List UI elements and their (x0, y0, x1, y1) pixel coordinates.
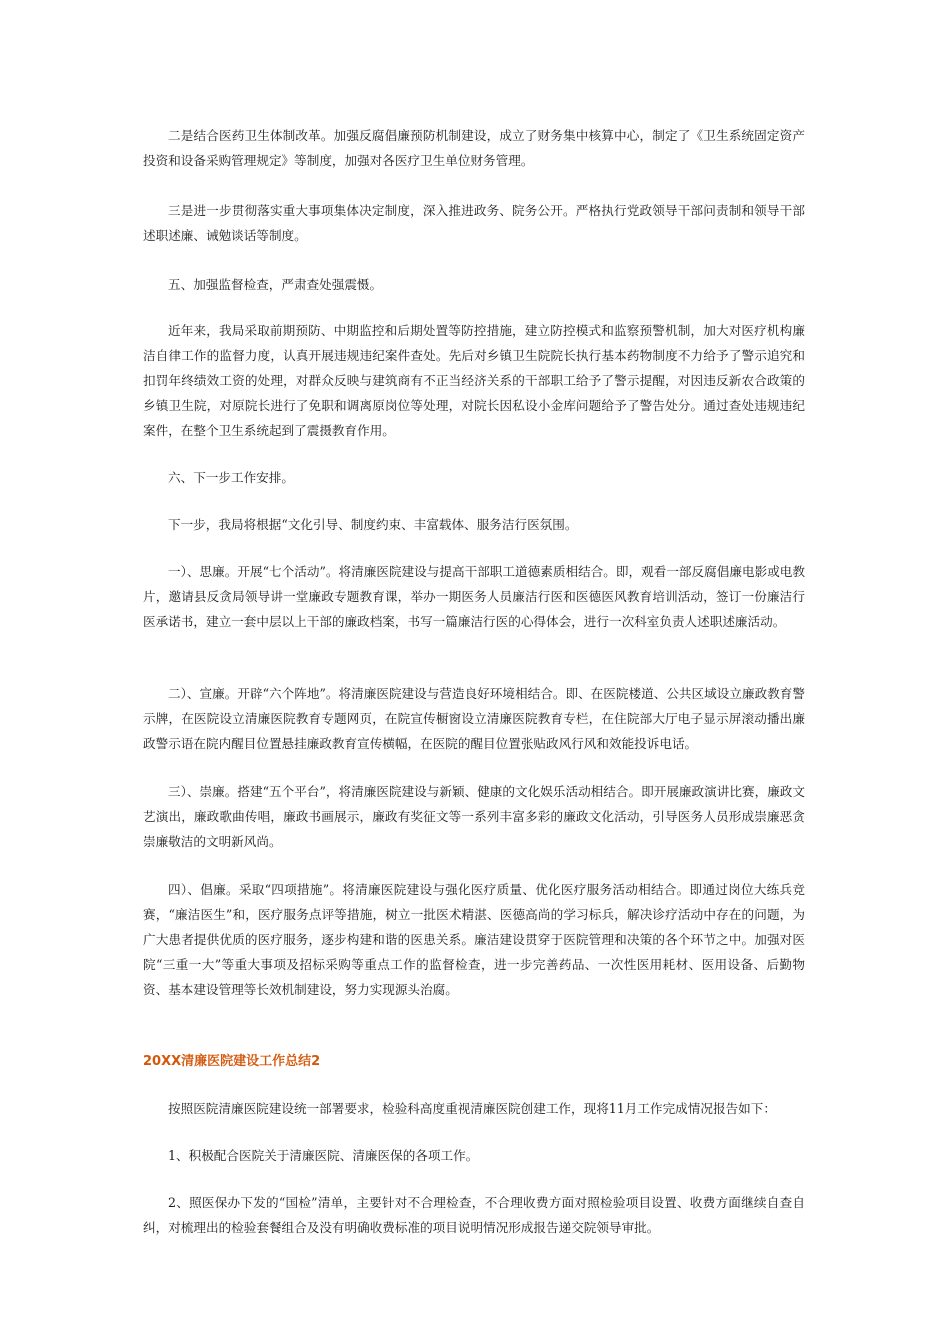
paragraph-reform: 二是结合医药卫生体制改革。加强反腐倡廉预防机制建设，成立了财务集中核算中心，制定了《卫生系统固定资产投资和设备采购管理规定》等制度，加强对各医疗卫生单位财务管理。 (143, 128, 805, 168)
paragraph-section-six: 六、下一步工作安排。 (168, 470, 294, 485)
paragraph-item-2: 2、照医保办下发的“国检”清单，主要针对不合理检查，不合理收费方面对照检验项目设置、收费方面继续自查自纠，对梳理出的检验套餐组合及没有明确收费标准的项目说明情况形成报告递交院领导审批。 (143, 1195, 805, 1235)
section-heading: 20XX清廉医院建设工作总结2 (143, 1054, 321, 1069)
paragraph-section-five: 五、加强监督检查，严肃查处强震慑。 (168, 277, 383, 292)
paragraph-next-step: 下一步，我局将根据“文化引导、制度约束、丰富载体、服务洁行医氛围。 (168, 517, 578, 532)
paragraph-recent-years: 近年来，我局采取前期预防、中期监控和后期处置等防控措施，建立防控模式和监察预警机制，加大对医疗机构廉洁自律工作的监督力度，认真开展违规违纪案件查处。先后对乡镇卫生院院长执行基本药物制度不力给予了警示追究和扣罚年终绩效工资的处理，对群众反映与建筑商有不正当经济关系的干部职工给予了警示提醒，对因违反新农合政策的乡镇卫生院，对原院长进行了免职和调离原岗位等处理，对院长因私设小金库问题给予了警告处分。通过查处违规违纪案件，在整个卫生系统起到了震摄教育作用。 (143, 323, 805, 438)
paragraph-xuan-lian: 二）、宣廉。开辟“六个阵地”。将清廉医院建设与营造良好环境相结合。即、在医院楼道、公共区域设立廉政教育警示牌，在医院设立清廉医院教育专题网页，在院宣传橱窗设立清廉医院教育专栏，在住院部大厅电子显示屏滚动播出廉政警示语在院内醒目位置悬挂廉政教育宣传横幅，在医院的醒目位置张贴政风行风和效能投诉电话。 (143, 686, 805, 751)
paragraph-chang-lian: 四）、倡廉。采取“四项措施”。将清廉医院建设与强化医疗质量、优化医疗服务活动相结合。即通过岗位大练兵竞赛，“廉洁医生”和，医疗服务点评等措施，树立一批医术精湛、医德高尚的学习标兵，解决诊疗活动中存在的问题，为广大患者提供优质的医疗服务，逐步构建和谐的医患关系。廉洁建设贯穿于医院管理和决策的各个环节之中。加强对医院“三重一大”等重大事项及招标采购等重点工作的监督检查，进一步完善药品、一次性医用耗材、医用设备、后勤物资、基本建设管理等长效机制建设，努力实现源头治腐。 (143, 882, 805, 997)
paragraph-lab-report: 按照医院清廉医院建设统一部署要求，检验科高度重视清廉医院创建工作，现将11月工作完成情况报告如下： (168, 1101, 776, 1116)
paragraph-item-1: 1、积极配合医院关于清廉医院、清廉医保的各项工作。 (168, 1148, 479, 1163)
paragraph-si-lian: 一）、思廉。开展“七个活动”。将清廉医院建设与提高干部职工道德素质相结合。即，观看一部反腐倡廉电影或电教片，邀请县反贪局领导讲一堂廉政专题教育课，举办一期医务人员廉洁行医和医德医风教育培训活动，签订一份廉洁行医承诺书，建立一套中层以上干部的廉政档案，书写一篇廉洁行医的心得体会，进行一次科室负责人述职述廉活动。 (143, 564, 805, 629)
paragraph-chong-lian: 三）、崇廉。搭建“五个平台”，将清廉医院建设与新颖、健康的文化娱乐活动相结合。即开展廉政演讲比赛，廉政文艺演出，廉政歌曲传唱，廉政书画展示，廉政有奖征文等一系列丰富多彩的廉政文化活动，引导医务人员形成崇廉恶贪崇廉敬洁的文明新风尚。 (143, 784, 805, 849)
paragraph-collective-decision: 三是进一步贯彻落实重大事项集体决定制度，深入推进政务、院务公开。严格执行党政领导干部问责制和领导干部述职述廉、诫勉谈话等制度。 (143, 203, 805, 243)
